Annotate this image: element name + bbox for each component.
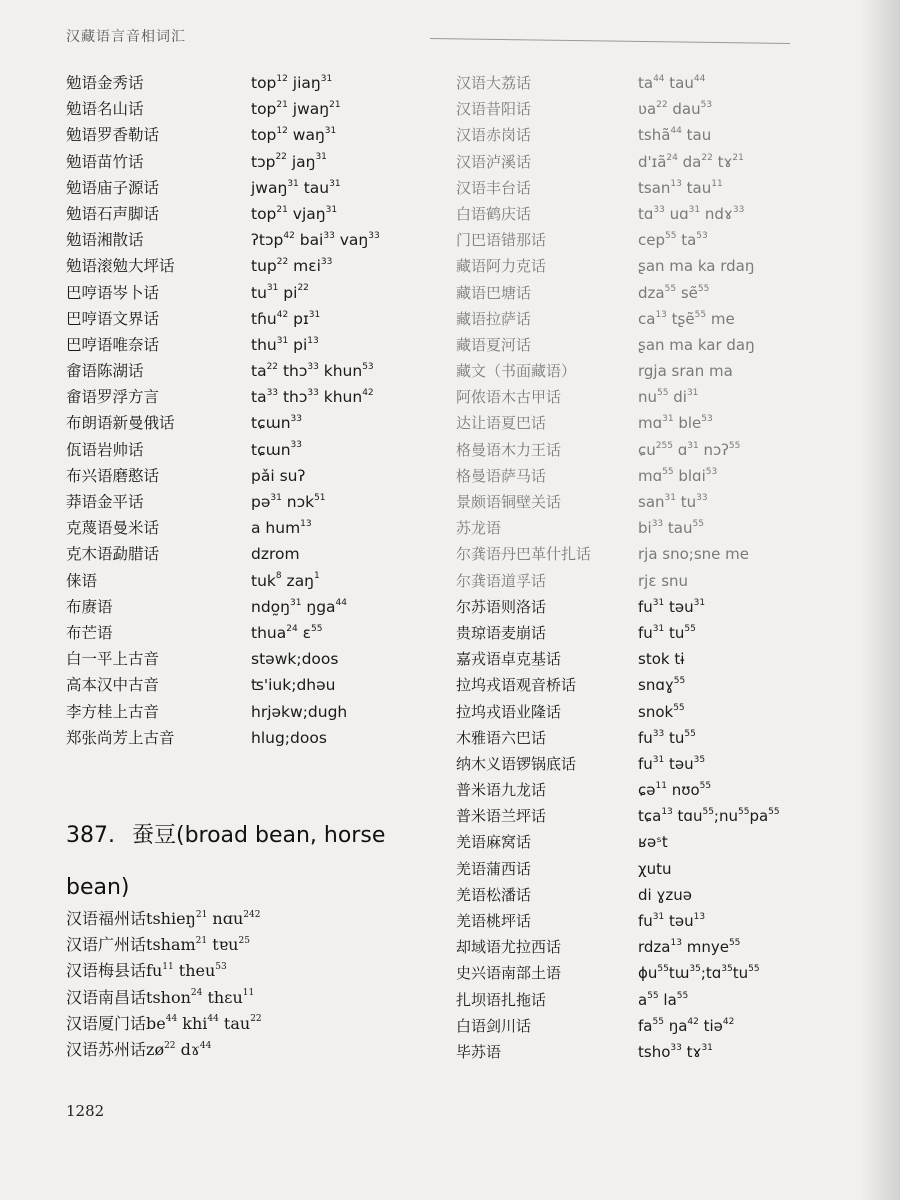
entry-language: 尔龚语丹巴革什扎话 [456, 545, 592, 564]
entry-form: $ca^{13}$ tʂẽ$^{55}$ me [638, 309, 735, 328]
entry-row [456, 960, 856, 986]
entry-row [66, 646, 446, 672]
entry-row [66, 699, 446, 725]
entry-form: ʦ'iuk;dhəu [251, 676, 336, 695]
entry-row [66, 1011, 446, 1037]
entry-form: tɕa$^{13}$ $tɑu^{55};nu^{55}pa^{55}$ [638, 807, 780, 826]
entry-row [456, 934, 856, 960]
entry-form: tshieŋ$^{21}$ nɑu$^{242}$ [146, 909, 261, 928]
entry-row [456, 672, 856, 698]
entry-form: $ta^{44}$ tau$^{44}$ [638, 74, 706, 92]
entry-form: $tu^{31}$ $pi^{22}$ [251, 283, 309, 302]
entry-language: 郑张尚芳上古音 [66, 728, 175, 747]
entry-language: 汉语福州话 [66, 909, 147, 928]
entry-row [66, 906, 446, 932]
entry-language: 景颇语铜壁关话 [456, 493, 562, 511]
entry-language: 莽语金平话 [66, 493, 144, 511]
entry-language: 勉语滚勉大坪话 [66, 257, 175, 276]
entry-language: 勉语湘散话 [66, 231, 144, 250]
entry-language: 纳木义语锣锅底话 [456, 754, 577, 773]
entry-language: 高本汉中古音 [66, 676, 160, 695]
entry-form: tuk$^8$ zaŋ$^1$ [251, 571, 320, 590]
entry-language: 布兴语磨憨话 [66, 466, 160, 485]
entry-row [456, 122, 856, 148]
entry-language: 藏文（书面藏语） [456, 362, 577, 381]
entry-form: dzrom [251, 545, 300, 564]
entry-form: hlug;doos [251, 728, 327, 747]
entry-row [66, 437, 446, 463]
entry-form: tɕɯn$^{33}$ [251, 414, 302, 433]
entry-language: 克木语勐腊话 [66, 545, 160, 564]
entry-form: $fu^{31}$ təu$^{35}$ [638, 754, 706, 773]
entry-language: 俫语 [66, 571, 98, 590]
entry-row [66, 175, 446, 201]
running-header: 汉藏语言音相词汇 [66, 29, 186, 45]
entry-row [456, 646, 856, 672]
entry-language: 毕苏语 [456, 1042, 502, 1061]
section-title: 蚕豆(broad bean, horse bean) [66, 823, 386, 900]
entry-row [66, 541, 446, 567]
entry-row [456, 803, 856, 829]
entry-form: tsho$^{33}$ tɤ$^{31}$ [638, 1042, 713, 1061]
entry-row [456, 1039, 856, 1065]
entry-language: 史兴语南部土语 [456, 964, 562, 983]
entry-language: 扎坝语扎拖话 [456, 990, 547, 1009]
entry-form: top$^{12}$ waŋ$^{31}$ [251, 126, 337, 145]
entry-language: 格曼语萨马话 [456, 466, 547, 485]
entry-form: rja sno;sne me [638, 545, 750, 564]
entry-row [456, 620, 856, 646]
entry-form: $bi^{33}$ tau$^{55}$ [638, 519, 704, 538]
entry-language: 苏龙语 [456, 519, 502, 538]
entry-language: 汉语大荔话 [456, 74, 532, 92]
entry-language: 门巴语错那话 [456, 231, 547, 250]
entry-language: 格曼语木力王话 [456, 440, 562, 459]
entry-row [66, 410, 446, 436]
entry-row [66, 227, 446, 253]
entry-row [66, 725, 446, 751]
entry-row [456, 175, 856, 201]
entry-language: 拉坞戎语业隆话 [456, 702, 562, 721]
entry-row [66, 958, 446, 984]
entry-row [66, 96, 446, 122]
entry-form: ʂan ma kar daŋ [638, 335, 755, 354]
entry-row [66, 306, 446, 332]
entry-form: ɕə$^{11}$ nʊo$^{55}$ [638, 781, 712, 800]
entry-row [456, 568, 856, 594]
entry-form: top$^{12}$ jiaŋ$^{31}$ [251, 73, 333, 92]
entry-language: 李方桂上古音 [66, 702, 160, 721]
entry-row [66, 70, 446, 96]
entry-form: pǎi suʔ [251, 466, 306, 485]
entry-row [66, 201, 446, 227]
header-rule [430, 38, 790, 44]
entry-row [456, 96, 856, 122]
entry-language: 普米语兰坪话 [456, 807, 547, 826]
entry-form: jwaŋ$^{31}$ tau$^{31}$ [251, 178, 341, 197]
entry-form: pə$^{31}$ nɔk$^{51}$ [251, 492, 326, 511]
entry-row [66, 280, 446, 306]
entry-form: tɕɯn$^{33}$ [251, 440, 302, 459]
entry-form: thua$^{24}$ ɛ$^{55}$ [251, 623, 323, 642]
entry-form: tsham$^{21}$ tɐu$^{25}$ [146, 935, 250, 955]
entry-form: χutu [638, 859, 672, 878]
entry-form: $nu^{55}$ $di^{31}$ [638, 388, 699, 407]
entry-row [66, 1037, 446, 1063]
entry-form: $ta^{33}$ thɔ$^{33}$ khun$^{42}$ [251, 388, 374, 407]
entry-row [456, 829, 856, 855]
entry-language: 阿侬语木古甲话 [456, 388, 562, 407]
entry-row [456, 908, 856, 934]
entry-language: 勉语石声脚话 [66, 204, 160, 223]
entry-form: ʋa$^{22}$ dau$^{53}$ [638, 100, 713, 119]
page-edge-shadow [860, 0, 900, 1200]
entry-form: stəwk;doos [251, 650, 339, 669]
entry-language: 汉语赤岗话 [456, 126, 532, 145]
section-heading [66, 810, 396, 914]
entry-language: 羌语松潘话 [456, 885, 532, 904]
entry-form: rdza$^{13}$ mnye$^{55}$ [638, 938, 741, 957]
entry-form: $a^{55}$ $la^{55}$ [638, 990, 689, 1009]
entry-row [456, 437, 856, 463]
entry-language: 巴哼语岑卜话 [66, 283, 160, 302]
entry-language: 藏语巴塘话 [456, 283, 532, 302]
entry-language: 布芒语 [66, 623, 113, 642]
entry-language: 克蔑语曼米话 [66, 519, 160, 538]
entry-row [456, 489, 856, 515]
entry-language: 达让语夏巴话 [456, 414, 547, 433]
entry-row [66, 384, 446, 410]
entry-row [66, 672, 446, 698]
entry-language: 勉语苗竹话 [66, 152, 144, 171]
entry-form: top$^{21}$ vjaŋ$^{31}$ [251, 204, 338, 223]
entry-language: 拉坞戎语观音桥话 [456, 676, 577, 695]
entry-row [456, 856, 856, 882]
entry-form: $zø^{22}$ dɤ$^{44}$ [146, 1039, 212, 1059]
entry-row [456, 882, 856, 908]
entry-form: $ndo̰ŋ^{31}$ ŋga$^{44}$ [251, 597, 347, 616]
entry-row [456, 699, 856, 725]
entry-form: mɑ$^{31}$ ble$^{53}$ [638, 414, 713, 433]
entry-language: 畲语陈湖话 [66, 362, 144, 381]
entry-language: 汉语丰台话 [456, 178, 532, 197]
entry-language: 藏语阿力克话 [456, 257, 547, 276]
entry-row [456, 410, 856, 436]
entry-form: ɕu$^{255}$ ɑ$^{31}$ nɔʔ$^{55}$ [638, 440, 741, 459]
entry-form: a hum$^{13}$ [251, 519, 312, 538]
entry-form: mɑ$^{55}$ blɑi$^{53}$ [638, 466, 718, 485]
entry-row [456, 463, 856, 489]
entry-form: $fu^{33}$ $tu^{55}$ [638, 728, 696, 747]
entry-row [66, 489, 446, 515]
entry-language: 汉语梅县话 [66, 961, 147, 981]
entry-language: 木雅语六巴话 [456, 728, 547, 747]
entry-language: 羌语麻窝话 [456, 833, 532, 852]
entry-row [456, 1013, 856, 1039]
entry-form: tɦu$^{42}$ pɪ$^{31}$ [251, 309, 321, 328]
entry-row [66, 149, 446, 175]
entry-language: 汉语泸溪话 [456, 152, 532, 171]
entry-form: cep$^{55}$ $ta^{53}$ [638, 231, 708, 250]
entry-row [456, 515, 856, 541]
entry-row [66, 515, 446, 541]
entry-form: $ɸu^{55}tɯ^{35};tɑ^{35}tu^{55}$ [638, 964, 760, 983]
entry-row [456, 227, 856, 253]
right-column [456, 70, 856, 1065]
entry-row [456, 594, 856, 620]
entry-row [456, 777, 856, 803]
entry-form: $fu^{31}$ $tu^{55}$ [638, 623, 696, 642]
entry-row [456, 332, 856, 358]
entry-language: 勉语名山话 [66, 100, 144, 119]
entry-form: $ta^{22}$ thɔ$^{33}$ khun$^{53}$ [251, 361, 374, 381]
entry-language: 巴哼语唯奈话 [66, 335, 160, 354]
entry-language: 普米语九龙话 [456, 781, 547, 800]
entry-form: tup$^{22}$ mɛi$^{33}$ [251, 257, 333, 276]
entry-row [456, 725, 856, 751]
entry-language: 白一平上古音 [66, 650, 160, 669]
entry-language: 佤语岩帅话 [66, 440, 144, 459]
entry-form: snok$^{55}$ [638, 702, 685, 721]
entry-row [456, 149, 856, 175]
entry-language: 巴哼语文界话 [66, 309, 160, 328]
entry-language: 汉语厦门话 [66, 1013, 147, 1033]
entry-form: tɑ$^{33}$ uɑ$^{31}$ ndɤ$^{33}$ [638, 204, 745, 223]
entry-form: snɑɣ$^{55}$ [638, 676, 686, 695]
entry-row [456, 987, 856, 1013]
entry-form: hrjəkw;dugh [251, 702, 348, 721]
section-number: 387. [66, 823, 115, 848]
entry-language: 勉语庙子源话 [66, 178, 160, 197]
entry-form: rgja sran ma [638, 362, 733, 381]
entry-language: 布赓语 [66, 597, 113, 616]
entry-form: tshon$^{24}$ thɛu$^{11}$ [146, 987, 255, 1007]
entry-row [66, 620, 446, 646]
entry-form: top$^{21}$ jwaŋ$^{21}$ [251, 100, 341, 119]
entry-language: 贵琼语麦崩话 [456, 623, 547, 642]
entry-row [456, 201, 856, 227]
entry-language: 羌语桃坪话 [456, 912, 532, 930]
entry-row [456, 280, 856, 306]
entry-row [66, 358, 446, 384]
entry-form: thu$^{31}$ $pi^{13}$ [251, 335, 319, 354]
entry-form: dza$^{55}$ sẽ$^{55}$ [638, 283, 710, 302]
entry-form: $fa^{55}$ $ŋa^{42}$ tiə$^{42}$ [638, 1016, 735, 1035]
section-entry-list [66, 906, 446, 1063]
entry-row [66, 985, 446, 1011]
entry-row [66, 463, 446, 489]
entry-language: 布朗语新曼俄话 [66, 414, 175, 433]
entry-language: 勉语金秀话 [66, 74, 144, 92]
entry-row [456, 751, 856, 777]
page-number: 1282 [66, 1102, 105, 1120]
entry-form: ʁəˢt [638, 833, 668, 852]
entry-language: 汉语苏州话 [66, 1039, 147, 1059]
entry-language: 汉语昔阳话 [456, 100, 532, 119]
entry-form: rjɛ snu [638, 571, 689, 590]
entry-form: di ɣzuə [638, 885, 693, 904]
entry-language: 尔龚语道孚话 [456, 571, 547, 590]
entry-language: 嘉戎语卓克基话 [456, 650, 562, 669]
entry-form: $fu^{31}$ təu$^{13}$ [638, 912, 706, 930]
entry-form: $be^{44}$ khi$^{44}$ tau$^{22}$ [146, 1013, 262, 1033]
entry-language: 羌语蒲西话 [456, 859, 532, 878]
entry-form: $fu^{31}$ təu$^{31}$ [638, 597, 706, 616]
entry-row [456, 306, 856, 332]
entry-language: 汉语广州话 [66, 935, 147, 955]
entry-language: 白语鹤庆话 [456, 204, 532, 223]
entry-language: 畲语罗浮方言 [66, 388, 160, 407]
entry-row [66, 332, 446, 358]
entry-row [456, 384, 856, 410]
entry-row [66, 122, 446, 148]
entry-language: 尔苏语则洛话 [456, 597, 547, 616]
entry-form: tɔp$^{22}$ jaŋ$^{31}$ [251, 152, 327, 171]
entry-language: 勉语罗香勒话 [66, 126, 160, 145]
entry-form: san$^{31}$ $tu^{33}$ [638, 493, 708, 511]
entry-form: $fu^{11}$ theu$^{53}$ [146, 961, 227, 981]
entry-language: 白语剑川话 [456, 1016, 532, 1035]
entry-form: stok tɨ [638, 650, 685, 669]
entry-form: tshã$^{44}$ tau [638, 126, 712, 145]
entry-row [456, 70, 856, 96]
entry-language: 汉语南昌话 [66, 987, 147, 1007]
entry-row [66, 253, 446, 279]
entry-form: ʂan ma ka rdaŋ [638, 257, 755, 276]
entry-row [456, 541, 856, 567]
entry-form: d'ɪã$^{24}$ $da^{22}$ tɤ$^{21}$ [638, 152, 744, 171]
entry-form: ʔtɔp$^{42}$ bai$^{33}$ vaŋ$^{33}$ [251, 230, 380, 250]
entry-row [456, 253, 856, 279]
entry-language: 却域语尤拉西话 [456, 938, 562, 957]
entry-form: tsan$^{13}$ tau$^{11}$ [638, 178, 723, 197]
entry-row [66, 594, 446, 620]
entry-row [456, 358, 856, 384]
entry-language: 藏语夏河话 [456, 335, 532, 354]
entry-row [66, 568, 446, 594]
entry-row [66, 932, 446, 958]
entry-language: 藏语拉萨话 [456, 309, 532, 328]
left-column [66, 70, 446, 751]
